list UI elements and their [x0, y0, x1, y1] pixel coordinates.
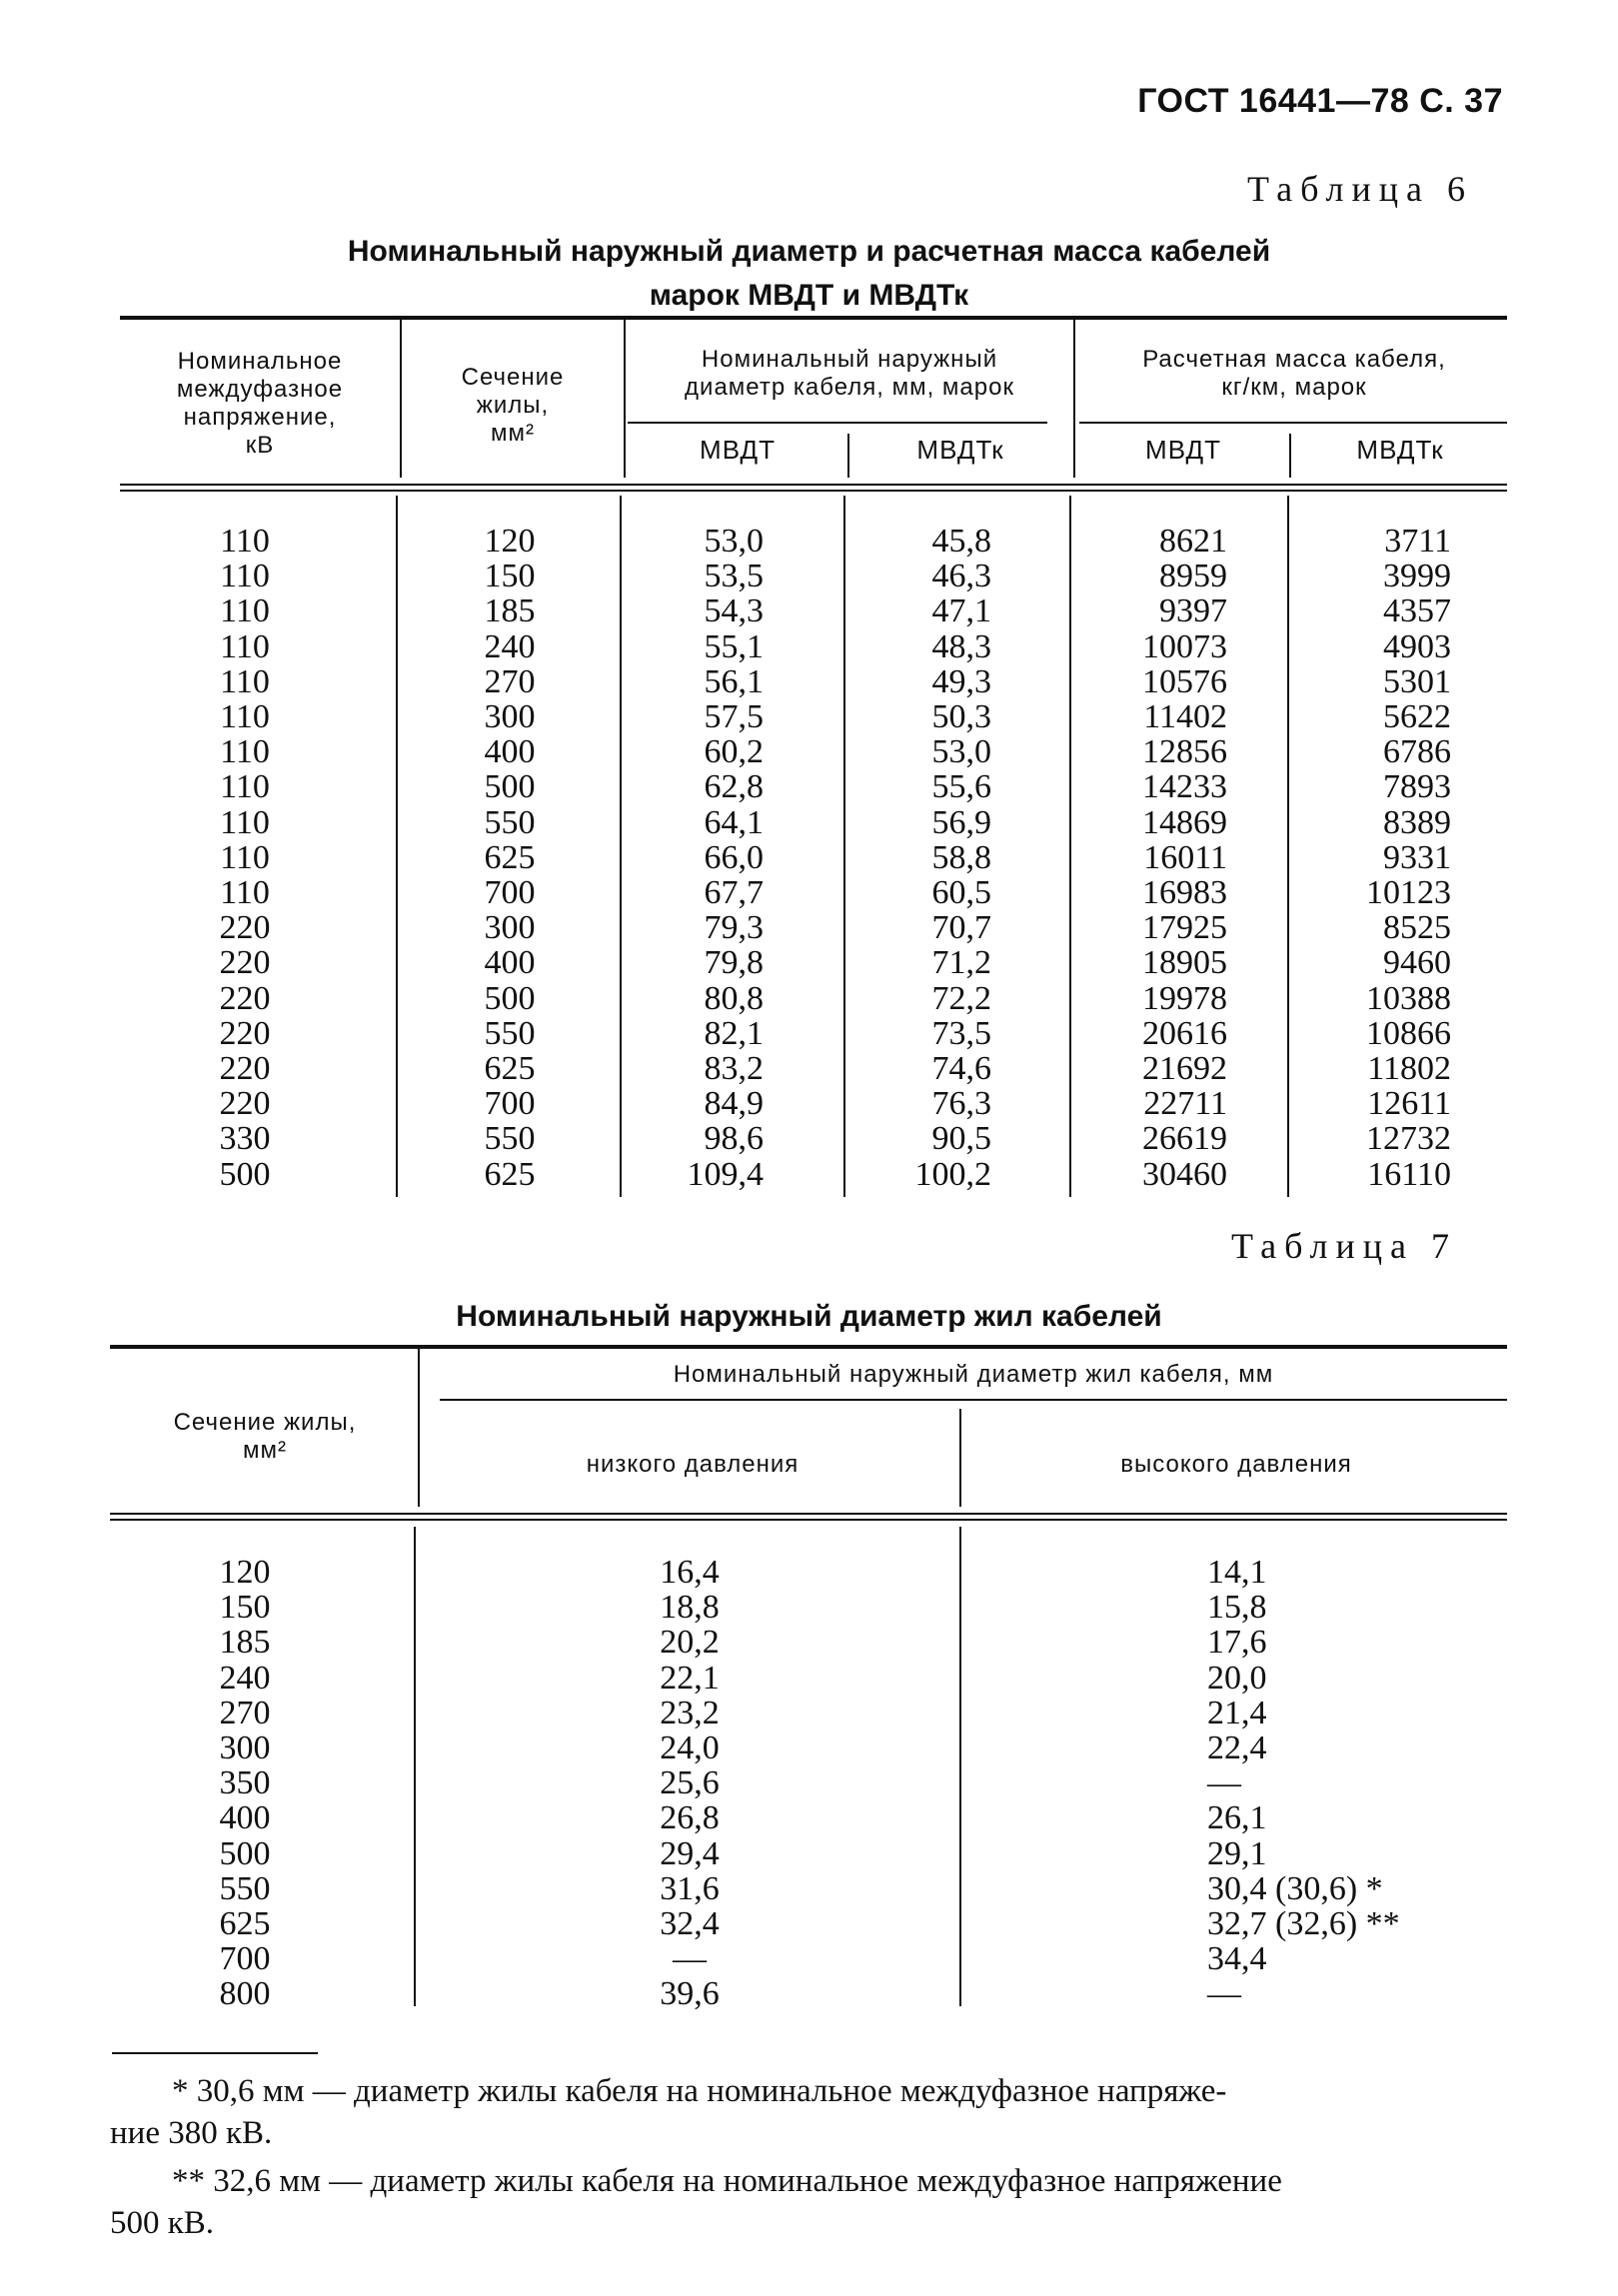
table-cell: 220 — [219, 909, 271, 947]
table-cell: 150 — [484, 558, 536, 595]
table6-header-section: Сечение жилы, мм² — [461, 364, 565, 447]
table-cell: 220 — [219, 944, 271, 982]
table6-col-voltage — [190, 524, 300, 1192]
table-cell: 10073 — [1142, 627, 1227, 665]
table7-label: Таблица 7 — [1231, 1226, 1457, 1266]
table-cell: 4357 — [1383, 592, 1451, 630]
table-cell: 54,3 — [704, 592, 764, 630]
table6-body-sep — [1069, 496, 1071, 1197]
table-cell: 110 — [220, 874, 270, 912]
table-cell: 9460 — [1383, 944, 1451, 982]
table-cell: 30,4 (30,6) * — [1207, 1869, 1383, 1907]
table-cell: 700 — [219, 1940, 271, 1978]
table6-body-sep — [1287, 496, 1289, 1197]
table-cell: 9331 — [1383, 838, 1451, 876]
table-cell: 29,1 — [1207, 1834, 1267, 1872]
footnote-1-line2: ние 380 кВ. — [110, 2115, 273, 2151]
table-cell: 110 — [220, 558, 270, 595]
table-cell: 300 — [219, 1729, 271, 1767]
table-cell: 14,1 — [1207, 1554, 1267, 1591]
table-cell: 79,8 — [704, 944, 764, 982]
table-cell: 22711 — [1143, 1085, 1227, 1123]
table6-header-mvdtk-mass: МВДТк — [1356, 435, 1444, 465]
table-cell: 110 — [220, 698, 270, 736]
table-cell: 25,6 — [660, 1764, 720, 1802]
table7-header-group: Номинальный наружный диаметр жил кабеля, мм — [673, 1361, 1274, 1388]
table-cell: 185 — [219, 1624, 271, 1662]
table-cell: 220 — [219, 1085, 271, 1123]
table-cell: 23,2 — [660, 1694, 720, 1731]
table6-mass-subrule — [1079, 422, 1507, 424]
table-cell: 32,7 (32,6) ** — [1207, 1905, 1400, 1943]
table-cell: 11402 — [1143, 698, 1227, 736]
table-cell: 700 — [484, 874, 536, 912]
table-cell: 400 — [484, 733, 536, 771]
table-cell: 19978 — [1142, 979, 1227, 1017]
table-cell: 330 — [219, 1120, 271, 1158]
table6-col-mass-mvdtk — [1309, 524, 1451, 1192]
table-cell: 14233 — [1142, 768, 1227, 806]
table6-header-sep — [847, 434, 849, 478]
table-cell: 350 — [219, 1764, 271, 1802]
table-cell: 700 — [484, 1085, 536, 1123]
table7-body-sep — [959, 1527, 961, 2006]
table-cell: 220 — [219, 1050, 271, 1088]
table-cell: 15,8 — [1207, 1589, 1267, 1627]
table-cell: 26,8 — [660, 1799, 720, 1837]
table-cell: 220 — [219, 1014, 271, 1052]
table6-col-mass-mvdt — [1089, 524, 1227, 1192]
table-cell: 21692 — [1142, 1050, 1227, 1088]
table6-col-diameter-mvdt — [640, 524, 764, 1192]
table-cell: 34,4 — [1207, 1940, 1267, 1978]
table-cell: 29,4 — [660, 1834, 720, 1872]
table-cell: 120 — [484, 523, 536, 560]
table-cell: 74,6 — [931, 1050, 991, 1088]
table-cell: 110 — [220, 838, 270, 876]
table-cell: 60,2 — [704, 733, 764, 771]
table-cell: — — [1207, 1764, 1241, 1802]
table6-top-rule — [120, 316, 1507, 320]
page-header: ГОСТ 16441—78 С. 37 — [1137, 82, 1503, 120]
table-cell: 8959 — [1159, 558, 1227, 595]
table-cell: 26,1 — [1207, 1799, 1267, 1837]
table-cell: 8389 — [1383, 803, 1451, 841]
table-cell: — — [1207, 1975, 1241, 2013]
table-cell: 625 — [484, 1050, 536, 1088]
table-cell: 24,0 — [660, 1729, 720, 1767]
table-cell: 3711 — [1384, 523, 1451, 560]
table-cell: 18905 — [1142, 944, 1227, 982]
table-cell: 60,5 — [931, 874, 991, 912]
table6-body-sep — [396, 496, 398, 1197]
table-cell: 98,6 — [704, 1120, 764, 1158]
table-cell: 400 — [219, 1799, 271, 1837]
table7-body-sep — [414, 1527, 416, 2006]
table-cell: 4903 — [1383, 627, 1451, 665]
table-cell: 550 — [484, 803, 536, 841]
table-cell: 550 — [484, 1120, 536, 1158]
table-cell: 800 — [219, 1975, 271, 2013]
table-cell: 55,6 — [931, 768, 991, 806]
table6-title-line2: марок МВДТ и МВДТк — [649, 279, 969, 312]
table-cell: 18,8 — [660, 1589, 720, 1627]
table-cell: 49,3 — [931, 662, 991, 700]
table6-title — [0, 230, 1618, 318]
table-cell: 31,6 — [660, 1869, 720, 1907]
table-cell: 500 — [484, 979, 536, 1017]
table-cell: 240 — [484, 627, 536, 665]
table-cell: 300 — [484, 909, 536, 947]
table-cell: 70,7 — [931, 909, 991, 947]
table7-header-rule-a — [110, 1513, 1507, 1515]
table-cell: 7893 — [1383, 768, 1451, 806]
table-cell: 625 — [484, 1155, 536, 1193]
table-cell: 16983 — [1142, 874, 1227, 912]
table-cell: 500 — [484, 768, 536, 806]
table7-group-subrule — [440, 1399, 1507, 1401]
table-cell: 55,1 — [704, 627, 764, 665]
table-cell: 20,2 — [660, 1624, 720, 1662]
table6-col-section — [450, 524, 570, 1192]
table-cell: 6786 — [1383, 733, 1451, 771]
footnote-1-line1: * 30,6 мм — диаметр жилы кабеля на номинальное междуфазное напряже- — [172, 2073, 1227, 2109]
table-cell: 56,1 — [704, 662, 764, 700]
table-cell: 47,1 — [931, 592, 991, 630]
table6-header-sep — [1073, 320, 1075, 478]
table7-header-low: низкого давления — [586, 1451, 800, 1478]
table-cell: 100,2 — [914, 1155, 991, 1193]
table7-header-sep — [959, 1409, 961, 1507]
table-cell: 16,4 — [660, 1554, 720, 1591]
table6-header-mvdt-mass: МВДТ — [1145, 435, 1221, 465]
table-cell: 22,1 — [660, 1659, 720, 1697]
table7-header-high: высокого давления — [1120, 1451, 1352, 1478]
table-cell: 26619 — [1142, 1120, 1227, 1158]
table-cell: 64,1 — [704, 803, 764, 841]
table-cell: 110 — [220, 627, 270, 665]
table7-col-section — [190, 1555, 300, 2012]
table-cell: 32,4 — [660, 1905, 720, 1943]
table-cell: 550 — [219, 1869, 271, 1907]
table-cell: 14869 — [1142, 803, 1227, 841]
table-cell: 46,3 — [931, 558, 991, 595]
table-cell: 67,7 — [704, 874, 764, 912]
table-cell: 9397 — [1159, 592, 1227, 630]
table-cell: 53,0 — [931, 733, 991, 771]
table-cell: 10576 — [1142, 662, 1227, 700]
table-cell: 500 — [219, 1834, 271, 1872]
table-cell: 73,5 — [931, 1014, 991, 1052]
table-cell: 10388 — [1366, 979, 1451, 1017]
table-cell: 110 — [220, 803, 270, 841]
table7-header-rule-b — [110, 1519, 1507, 1521]
table-cell: 110 — [220, 768, 270, 806]
table-cell: 12856 — [1142, 733, 1227, 771]
table-cell: 400 — [484, 944, 536, 982]
table6-header-rule-a — [120, 484, 1507, 486]
table-cell: 550 — [484, 1014, 536, 1052]
table-cell: 84,9 — [704, 1085, 764, 1123]
table-cell: 56,9 — [931, 803, 991, 841]
table7-col-high — [1207, 1555, 1467, 2012]
table-cell: 3999 — [1383, 558, 1451, 595]
table6-header-sep — [400, 320, 402, 478]
table-cell: 10123 — [1366, 874, 1451, 912]
table7-title: Номинальный наружный диаметр жил кабелей — [456, 1300, 1162, 1333]
table-cell: 300 — [484, 698, 536, 736]
table-cell: 21,4 — [1207, 1694, 1267, 1731]
table-cell: 109,4 — [687, 1155, 764, 1193]
table-cell: 39,6 — [660, 1975, 720, 2013]
table-cell: 8621 — [1159, 523, 1227, 560]
table-cell: 57,5 — [704, 698, 764, 736]
table-cell: 58,8 — [931, 838, 991, 876]
table6-diameter-subrule — [628, 422, 1047, 424]
table6-header-sep — [624, 320, 626, 478]
table-cell: 5301 — [1383, 662, 1451, 700]
table-cell: 16011 — [1143, 838, 1227, 876]
table-cell: 625 — [484, 838, 536, 876]
table-cell: 53,0 — [704, 523, 764, 560]
table7-header-section: Сечение жилы, мм² — [173, 1409, 357, 1464]
table-cell: 270 — [219, 1694, 271, 1731]
table-cell: 72,2 — [931, 979, 991, 1017]
table6-label: Таблица 6 — [1247, 169, 1473, 209]
table-cell: — — [673, 1940, 707, 1978]
table-cell: 110 — [220, 733, 270, 771]
table-cell: 12611 — [1367, 1085, 1451, 1123]
table7-header-sep — [418, 1349, 420, 1507]
table-cell: 11802 — [1367, 1050, 1451, 1088]
table6-header-mvdt-diameter: МВДТ — [700, 435, 776, 465]
table6-header-rule-b — [120, 490, 1507, 492]
table-cell: 220 — [219, 979, 271, 1017]
table-cell: 82,1 — [704, 1014, 764, 1052]
table-cell: 17925 — [1142, 909, 1227, 947]
table-cell: 8525 — [1383, 909, 1451, 947]
table-cell: 90,5 — [931, 1120, 991, 1158]
table-cell: 270 — [484, 662, 536, 700]
table-cell: 48,3 — [931, 627, 991, 665]
table6-body-sep — [620, 496, 622, 1197]
table6-header-sep — [1289, 434, 1291, 478]
table-cell: 30460 — [1142, 1155, 1227, 1193]
table-cell: 20616 — [1142, 1014, 1227, 1052]
table6-title-line1: Номинальный наружный диаметр и расчетная масса кабелей — [347, 235, 1271, 268]
table-cell: 10866 — [1366, 1014, 1451, 1052]
table-cell: 22,4 — [1207, 1729, 1267, 1767]
table6-header-diameter-group: Номинальный наружный диаметр кабеля, мм, марок — [685, 346, 1014, 401]
table-cell: 20,0 — [1207, 1659, 1267, 1697]
table-cell: 625 — [219, 1905, 271, 1943]
table-cell: 17,6 — [1207, 1624, 1267, 1662]
table-cell: 16110 — [1367, 1155, 1451, 1193]
table-cell: 83,2 — [704, 1050, 764, 1088]
table-cell: 45,8 — [931, 523, 991, 560]
table6-col-diameter-mvdtk — [863, 524, 991, 1192]
footnote-2-line2: 500 кВ. — [110, 2205, 215, 2241]
table-cell: 110 — [220, 592, 270, 630]
table-cell: 12732 — [1366, 1120, 1451, 1158]
table-cell: 71,2 — [931, 944, 991, 982]
table6-header-mass-group: Расчетная масса кабеля, кг/км, марок — [1142, 346, 1446, 401]
table6-header-voltage: Номинальное междуфазное напряжение, кВ — [176, 348, 344, 459]
table-cell: 185 — [484, 592, 536, 630]
table-cell: 66,0 — [704, 838, 764, 876]
footnote-2-line1: ** 32,6 мм — диаметр жилы кабеля на номинальное междуфазное напряжение — [172, 2163, 1282, 2199]
table-cell: 240 — [219, 1659, 271, 1697]
table-cell: 62,8 — [704, 768, 764, 806]
table-cell: 50,3 — [931, 698, 991, 736]
table-cell: 110 — [220, 523, 270, 560]
table-cell: 5622 — [1383, 698, 1451, 736]
table-cell: 76,3 — [931, 1085, 991, 1123]
footnote-separator — [112, 2052, 318, 2054]
table-cell: 79,3 — [704, 909, 764, 947]
table-cell: 120 — [219, 1554, 271, 1591]
table-cell: 110 — [220, 662, 270, 700]
table-cell: 150 — [219, 1589, 271, 1627]
table6-body-sep — [843, 496, 845, 1197]
table7-col-low — [620, 1555, 760, 2012]
table6-header-mvdtk-diameter: МВДТк — [916, 435, 1004, 465]
table7-top-rule — [110, 1345, 1507, 1349]
table-cell: 53,5 — [704, 558, 764, 595]
table-cell: 500 — [219, 1155, 271, 1193]
table-cell: 80,8 — [704, 979, 764, 1017]
